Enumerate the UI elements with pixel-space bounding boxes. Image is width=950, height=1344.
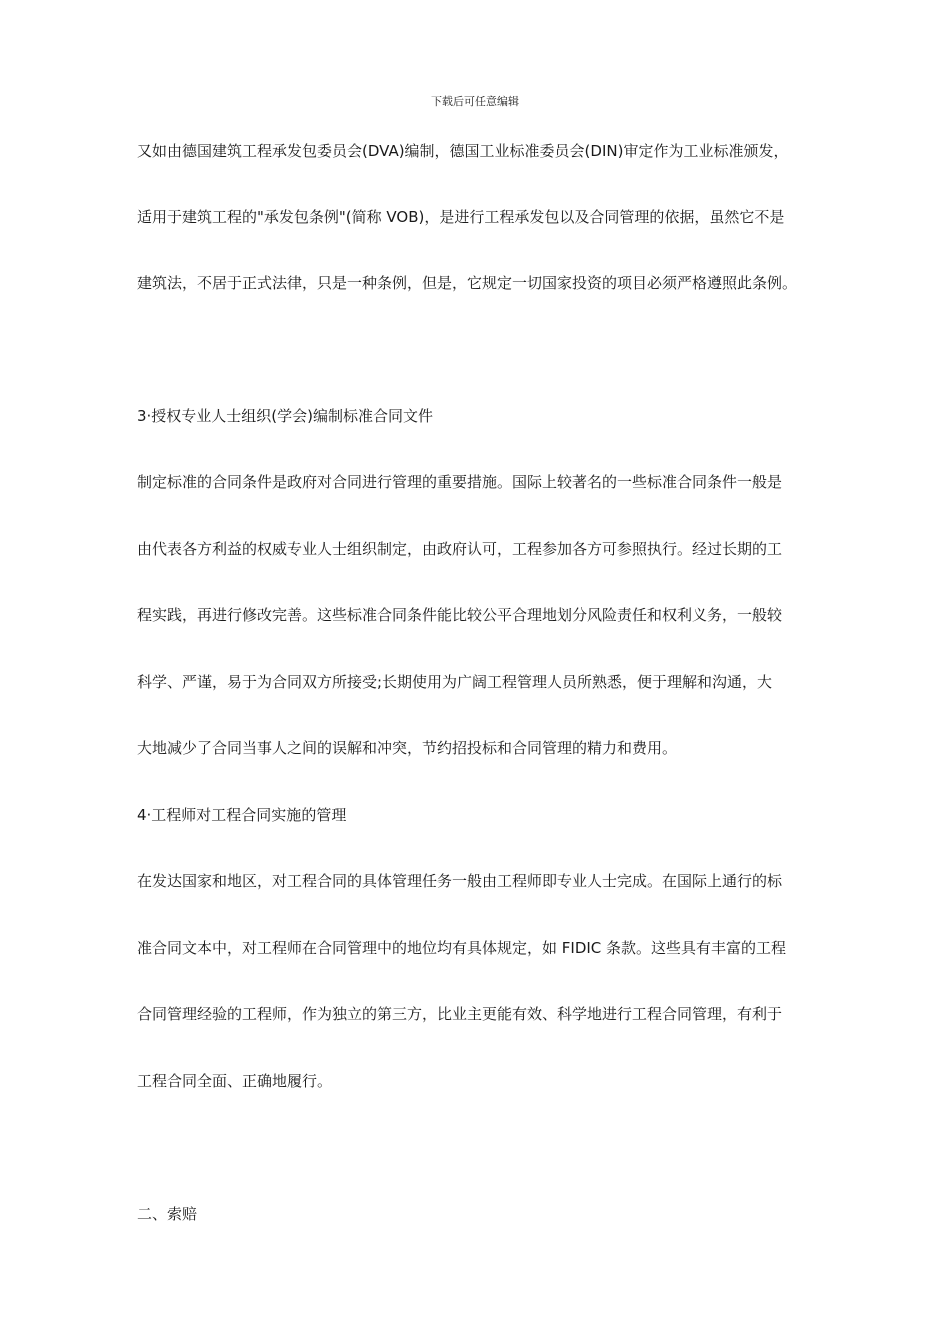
paragraph-1-line-1: 又如由德国建筑工程承发包委员会(DVA)编制，德国工业标准委员会(DIN)审定作为工业标准颁发， bbox=[137, 142, 789, 160]
paragraph-3-line-4: 工程合同全面、正确地履行。 bbox=[137, 1072, 333, 1090]
paragraph-2-line-3: 程实践，再进行修改完善。这些标准合同条件能比较公平合理地划分风险责任和权利义务，一般较 bbox=[137, 606, 783, 624]
paragraph-3-line-1: 在发达国家和地区，对工程合同的具体管理任务一般由工程师即专业人士完成。在国际上通行的标 bbox=[137, 872, 783, 890]
paragraph-3-line-3: 合同管理经验的工程师，作为独立的第三方，比业主更能有效、科学地进行工程合同管理，有利于 bbox=[137, 1005, 783, 1023]
section-heading-claims: 二、索赔 bbox=[137, 1205, 198, 1223]
paragraph-3-line-2: 准合同文本中，对工程师在合同管理中的地位均有具体规定，如 FIDIC 条款。这些具有丰富的工程 bbox=[137, 939, 787, 957]
page-header: 下载后可任意编辑 bbox=[431, 95, 519, 108]
paragraph-2-line-5: 大地减少了合同当事人之间的误解和冲突，节约招投标和合同管理的精力和费用。 bbox=[137, 739, 678, 757]
paragraph-1-line-3: 建筑法，不居于正式法律，只是一种条例，但是，它规定一切国家投资的项目必须严格遵照此条例。 bbox=[137, 274, 798, 292]
section-heading-4: 4·工程师对工程合同实施的管理 bbox=[137, 806, 347, 824]
section-heading-3: 3·授权专业人士组织(学会)编制标准合同文件 bbox=[137, 407, 434, 425]
paragraph-2-line-2: 由代表各方利益的权威专业人士组织制定，由政府认可，工程参加各方可参照执行。经过长期的工 bbox=[137, 540, 783, 558]
paragraph-1-line-2: 适用于建筑工程的"承发包条例"(简称 VOB)，是进行工程承发包以及合同管理的依据，虽然它不是 bbox=[137, 208, 785, 226]
paragraph-2-line-4: 科学、严谨，易于为合同双方所接受;长期使用为广阔工程管理人员所熟悉，便于理解和沟通，大 bbox=[137, 673, 773, 691]
paragraph-2-line-1: 制定标准的合同条件是政府对合同进行管理的重要措施。国际上较著名的一些标准合同条件一般是 bbox=[137, 473, 783, 491]
